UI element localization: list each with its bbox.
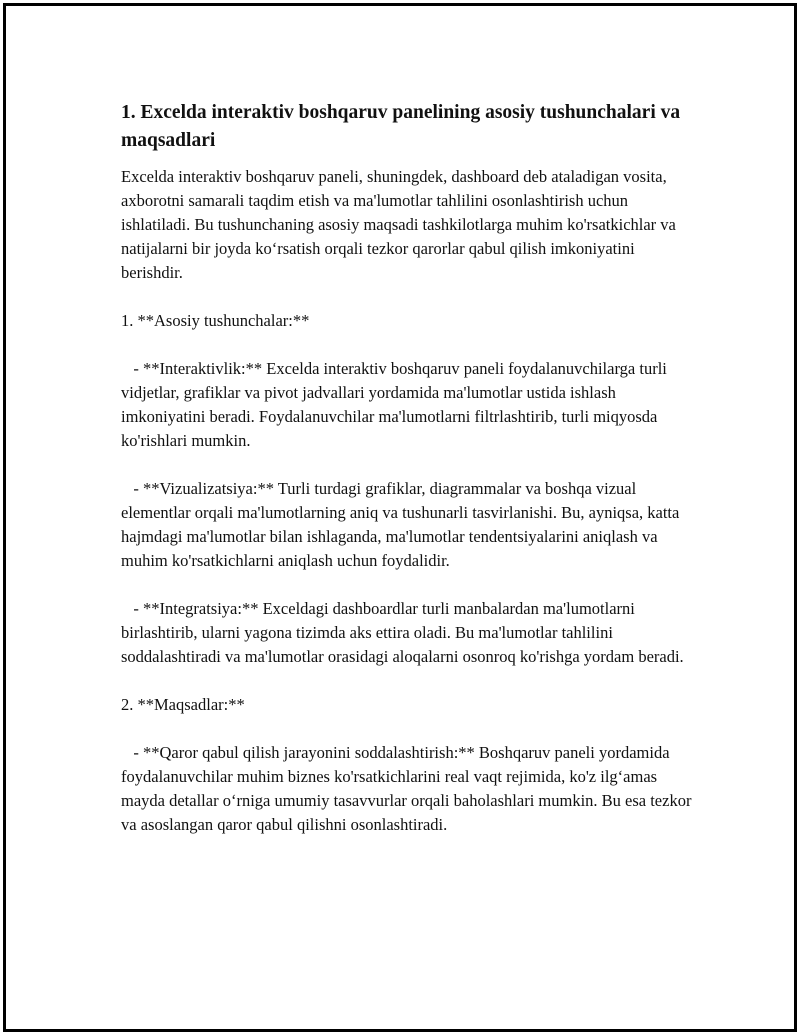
intro-paragraph: Excelda interaktiv boshqaruv paneli, shuningdek, dashboard deb ataladigan vosita, axborotni samarali taqdim etish va ma'lumotlar tahlilini osonlashtirish uchun ishlatiladi. Bu tushunchaning asosiy maqsadi tashkilotlarga muhim ko'rsatkichlar va natijalarni bir joyda ko‘rsatish orqali tezkor qarorlar qabul qilish imkoniyatini berishdir. xyxy=(121,167,680,282)
list-item-visualization: - **Vizualizatsiya:** Turli turdagi grafiklar, diagrammalar va boshqa vizual elementlar orqali ma'lumotlarning aniq va tushunarli tasvirlanishi. Bu, ayniqsa, katta hajmdagi ma'lumotlar bilan ishlaganda, ma'lumotlar tendentsiyalarini aniqlash va muhim ko'rsatkichlarni aniqlash uchun foydalidir. xyxy=(121,479,684,570)
document-content xyxy=(121,99,696,861)
document-title: 1. Excelda interaktiv boshqaruv panelining asosiy tushunchalari va maqsadlari xyxy=(121,102,681,151)
list-item-interactivity: - **Interaktivlik:** Excelda interaktiv boshqaruv paneli foydalanuvchilarga turli vidjetlar, grafiklar va pivot jadvallari yordamida ma'lumotlar ustida ishlash imkoniyatini beradi. Foydalanuvchilar ma'lumotlarni filtrlashtirib, turli miqyosda ko'rishlari mumkin. xyxy=(121,359,671,450)
section-heading-concepts: 1. **Asosiy tushunchalar:** xyxy=(121,311,310,330)
document-page xyxy=(3,3,797,1032)
section-heading-goals: 2. **Maqsadlar:** xyxy=(121,695,245,714)
list-item-integration: - **Integratsiya:** Exceldagi dashboardlar turli manbalardan ma'lumotlarni birlashtirib, ularni yagona tizimda aks ettira oladi. Bu ma'lumotlar tahlilini soddalashtiradi va ma'lumotlar orasidagi aloqalarni osonroq ko'rishga yordam beradi. xyxy=(121,599,684,666)
list-item-decision-making: - **Qaror qabul qilish jarayonini soddalashtirish:** Boshqaruv paneli yordamida foydalanuvchilar muhim biznes ko'rsatkichlarini real vaqt rejimida, ko'z ilg‘amas mayda detallar o‘rniga umumiy tasavvurlar orqali baholashlari mumkin. Bu esa tezkor va asoslangan qaror qabul qilishni osonlashtiradi. xyxy=(121,743,696,834)
